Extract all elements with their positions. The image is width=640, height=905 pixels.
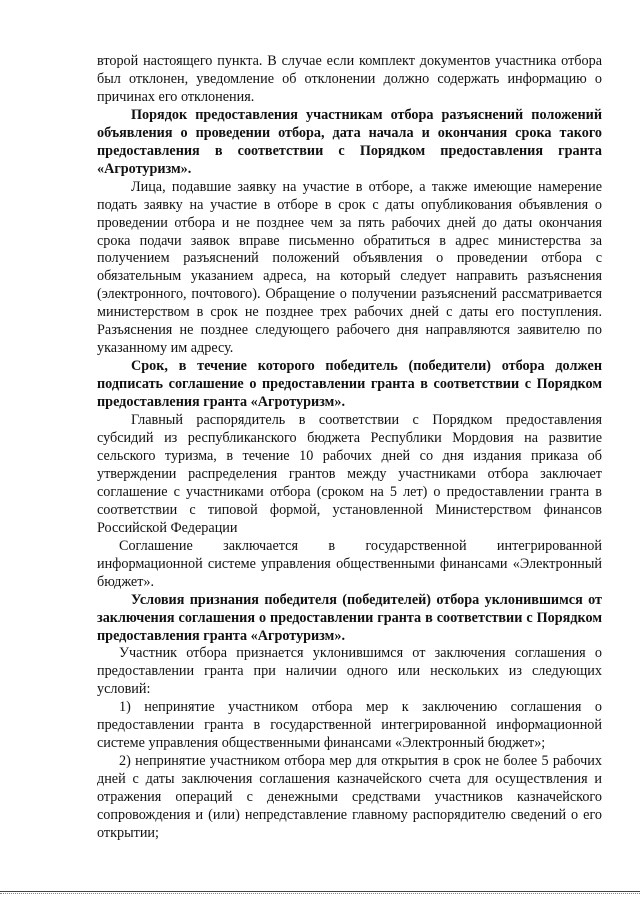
paragraph-clarifications: Лица, подавшие заявку на участие в отборе, а также имеющие намерение подать заявку на участие в отборе в срок с даты опубликования объявления о проведении отбора и не позднее чем за пять рабочих дней до даты окончания срока подачи заявок вправе письменно обратиться в адрес министерства за получением разъяснений положений объявления о проведении отбора с обязательным указанием адреса, на который следует направить разъяснения (электронного, почтового). Обращение о получении разъяснений рассматривается министерством в срок не позднее трех рабочих дней с даты его поступления. Разъяснения не позднее следующего рабочего дня направляются заявителю по указанному им адресу. (97, 178, 602, 357)
list-item-2: 2) непринятие участником отбора мер для открытия в срок не более 5 рабочих дней с даты заключения соглашения казначейского счета для осуществления и отражения операций с денежными средствами участников казначейского сопровождения и (или) непредставление главному распорядителю сведений о его открытии; (97, 753, 602, 841)
section-heading-evasion-conditions: Условия признания победителя (победителей) отбора уклонившимся от заключения соглашения о предоставлении гранта в соответствии с Порядком предоставления гранта «Агротуризм». (97, 591, 602, 644)
list-item-1: 1) непринятие участником отбора мер к заключению соглашения о предоставлении гранта в государственной интегрированной информационной системе управления общественными финансами «Электронный бюджет»; (97, 699, 602, 752)
footer-divider (0, 891, 640, 892)
paragraph-evasion-intro: Участник отбора признается уклонившимся от заключения соглашения о предоставлении гранта при наличии одного или нескольких из следующих условий: (97, 645, 602, 698)
footer-dotted-divider (0, 893, 640, 894)
document-body (97, 53, 602, 843)
section-heading-clarifications: Порядок предоставления участникам отбора разъяснений положений объявления о проведении отбора, дата начала и окончания срока такого предоставления в соответствии с Порядком предоставления гранта «Агротуризм». (97, 106, 602, 177)
paragraph-1-continuation: второй настоящего пункта. В случае если комплект документов участника отбора был отклонен, уведомление об отклонении должно содержать информацию о причинах его отклонения. (97, 53, 602, 105)
paragraph-agreement-term: Главный распорядитель в соответствии с Порядком предоставления субсидий из республиканского бюджета Республики Мордовия на развитие сельского туризма, в течение 10 рабочих дней со дня издания приказа об утверждении распределения грантов между участниками отбора заключает соглашение с участниками отбора (сроком на 5 лет) о предоставлении гранта в соответствии с типовой формой, установленной Министерством финансов Российской Федерации (97, 412, 602, 536)
paragraph-electronic-budget: Соглашение заключается в государственной интегрированной информационной системе управления общественными финансами «Электронный бюджет». (97, 537, 602, 590)
section-heading-agreement-term: Срок, в течение которого победитель (победители) отбора должен подписать соглашение о предоставлении гранта в соответствии с Порядком предоставления гранта «Агротуризм». (97, 358, 602, 411)
